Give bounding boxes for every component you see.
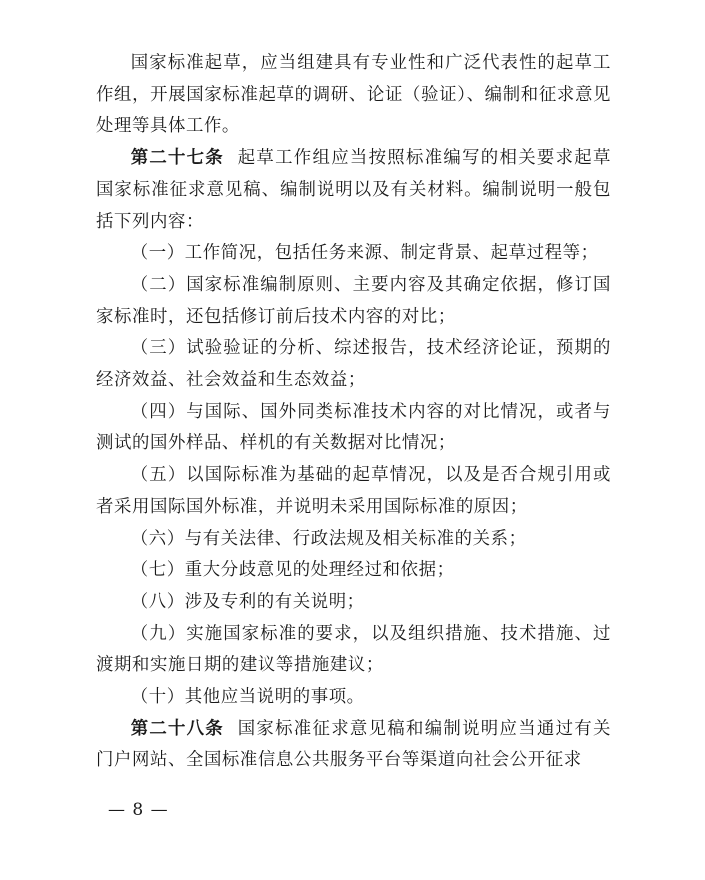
- list-item-text: （十）其他应当说明的事项。: [130, 687, 365, 708]
- paragraph-text: 起草工作组应当按照标准编写的相关要求起草国家标准征求意见稿、编制说明以及有关材料。编制说明一般包括下列内容：: [96, 148, 611, 232]
- list-item: [96, 619, 611, 682]
- page-number: — 8 —: [108, 800, 169, 820]
- list-item: [96, 555, 611, 587]
- list-item-text: （三）试验验证的分析、综述报告，技术经济论证，预期的经济效益、社会效益和生态效益；: [96, 338, 611, 391]
- list-item-text: （八）涉及专利的有关说明；: [130, 591, 365, 612]
- document-body: [96, 48, 611, 777]
- list-item-text: （七）重大分歧意见的处理经过和依据；: [130, 560, 455, 581]
- list-item-text: （一）工作简况，包括任务来源、制定背景、起草过程等；: [130, 243, 599, 264]
- list-item: [96, 524, 611, 556]
- article-heading: 第二十七条: [130, 148, 224, 169]
- list-item: [96, 460, 611, 523]
- list-item: [96, 587, 611, 619]
- list-item-text: （五）以国际标准为基础的起草情况，以及是否合规引用或者采用国际国外标准，并说明未采用国际标准的原因；: [96, 465, 611, 517]
- article-27-paragraph: [96, 143, 611, 238]
- list-item-text: （九）实施国家标准的要求，以及组织措施、技术措施、过渡期和实施日期的建议等措施建议；: [96, 623, 611, 676]
- list-item-text: （二）国家标准编制原则、主要内容及其确定依据，修订国家标准时，还包括修订前后技术内容的对比；: [96, 274, 611, 327]
- list-item: [96, 397, 611, 460]
- list-item-text: （六）与有关法律、行政法规及相关标准的关系；: [130, 528, 527, 549]
- article-28-paragraph: [96, 714, 611, 777]
- list-item: [96, 238, 611, 270]
- list-item: [96, 333, 611, 396]
- list-item-text: （四）与国际、国外同类标准技术内容的对比情况，或者与测试的国外样品、样机的有关数据对比情况；: [96, 401, 611, 454]
- paragraph-text: 国家标准起草，应当组建具有专业性和广泛代表性的起草工作组，开展国家标准起草的调研、论证（验证）、编制和征求意见处理等具体工作。: [96, 53, 611, 137]
- paragraph-text: 国家标准征求意见稿和编制说明应当通过有关门户网站、全国标准信息公共服务平台等渠道向社会公开征求: [96, 718, 611, 771]
- paragraph: [96, 48, 611, 143]
- list-item: [96, 682, 611, 714]
- list-item: [96, 270, 611, 333]
- article-heading: 第二十八条: [130, 718, 224, 739]
